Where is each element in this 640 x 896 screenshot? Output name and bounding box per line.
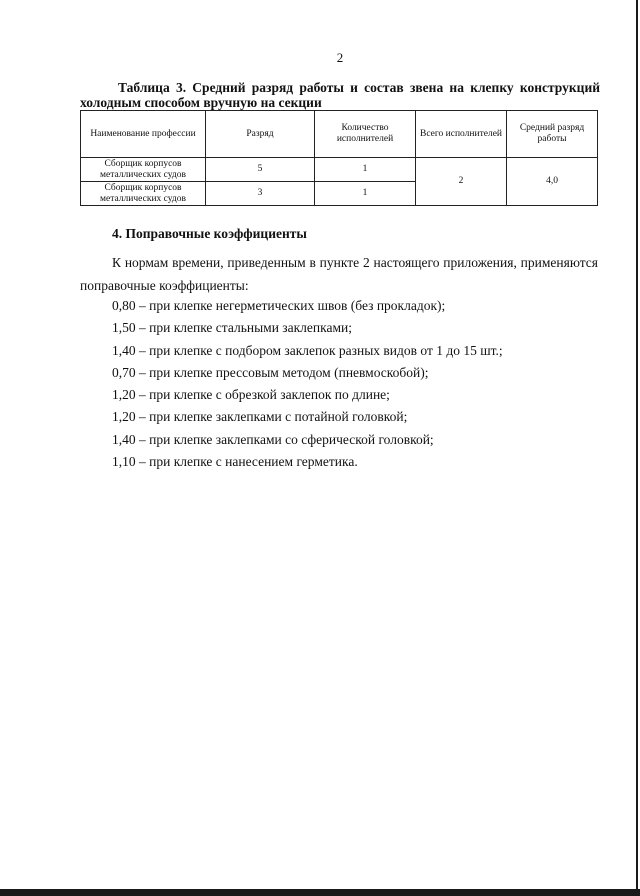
coefficient-item: 1,10 – при клепке с нанесением герметика. bbox=[112, 454, 358, 470]
cell-total-workers: 2 bbox=[416, 158, 507, 206]
coefficient-item: 1,20 – при клепке с обрезкой заклепок по длине; bbox=[112, 387, 390, 403]
header-worker-count: Количество исполнителей bbox=[315, 111, 416, 158]
coefficient-item: 1,40 – при клепке с подбором заклепок разных видов от 1 до 15 шт.; bbox=[112, 342, 503, 358]
header-average-grade: Средний разряд работы bbox=[507, 111, 598, 158]
table-header-row bbox=[81, 111, 598, 158]
cell-worker-count: 1 bbox=[315, 158, 416, 182]
coefficient-item: 0,70 – при клепке прессовым методом (пневмоскобой); bbox=[112, 364, 429, 380]
grade-table bbox=[80, 110, 598, 206]
cell-profession: Сборщик корпусов металлических судов bbox=[81, 182, 206, 206]
coefficient-item: 1,20 – при клепке заклепками с потайной головкой; bbox=[112, 409, 408, 425]
section-heading: 4. Поправочные коэффициенты bbox=[112, 226, 307, 241]
cell-profession: Сборщик корпусов металлических судов bbox=[81, 158, 206, 182]
table-row bbox=[81, 158, 598, 182]
scan-border-right bbox=[636, 0, 638, 896]
coefficient-item: 1,50 – при клепке стальными заклепками; bbox=[112, 320, 353, 336]
header-profession: Наименование профессии bbox=[81, 111, 206, 158]
coefficient-list bbox=[112, 295, 503, 473]
section-intro: К нормам времени, приведенным в пункте 2 настоящего приложения, применяются поправочные коэффициенты: bbox=[80, 255, 598, 293]
cell-worker-count: 1 bbox=[315, 182, 416, 206]
coefficient-item: 0,80 – при клепке негерметических швов (без прокладок); bbox=[112, 298, 446, 313]
header-total-workers: Всего исполнителей bbox=[416, 111, 507, 158]
header-grade: Разряд bbox=[206, 111, 315, 158]
table-title: Таблица 3. Средний разряд работы и состав звена на клепку конструкций холодным способом вручную на секции bbox=[80, 80, 600, 110]
page-number: 2 bbox=[336, 50, 344, 65]
cell-average-grade: 4,0 bbox=[507, 158, 598, 206]
coefficient-item: 1,40 – при клепке заклепками со сферической головкой; bbox=[112, 431, 434, 447]
cell-grade: 5 bbox=[206, 158, 315, 182]
cell-grade: 3 bbox=[206, 182, 315, 206]
scan-border-bottom bbox=[0, 889, 640, 896]
